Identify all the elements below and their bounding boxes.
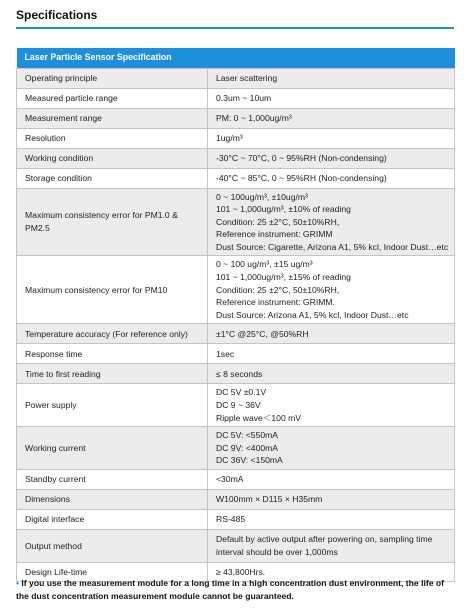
spec-value	[208, 68, 455, 88]
usage-note	[16, 577, 456, 603]
spec-label: Temperature accuracy (For reference only)	[17, 324, 208, 344]
spec-value-line: Condition: 25 ±2°C, 50±10%RH,	[216, 284, 340, 295]
spec-value-line: DC 5V: <550mA	[216, 430, 279, 441]
spec-value-line: Condition: 25 ±2°C, 50±10%RH,	[216, 216, 340, 227]
spec-row	[17, 384, 455, 427]
spec-value-line: Default by active output after powering on, sampling time	[216, 534, 433, 545]
spec-value	[208, 490, 455, 510]
spec-value-line: Reference instrument: GRIMM	[216, 229, 333, 240]
spec-label: Resolution	[17, 128, 208, 148]
spec-value-line: Reference instrument: GRIMM.	[216, 297, 335, 308]
spec-label: Measurement range	[17, 108, 208, 128]
spec-value-line: 0 ~ 100 ug/m³, ±15 ug/m³	[216, 259, 313, 270]
spec-row	[17, 256, 455, 324]
spec-value	[208, 427, 455, 470]
spec-table-body	[17, 68, 455, 582]
spec-value	[208, 384, 455, 427]
spec-row	[17, 530, 455, 563]
spec-value-line: DC 9V: <400mA	[216, 442, 279, 453]
spec-value	[208, 324, 455, 344]
spec-row	[17, 88, 455, 108]
spec-value-line: <30mA	[216, 474, 244, 485]
spec-value-line: DC 9 ~ 36V	[216, 400, 261, 411]
title-divider	[16, 27, 454, 29]
spec-value	[208, 188, 455, 256]
spec-value-line: interval should be over 1,000ms	[216, 547, 338, 557]
spec-value-line: 0.3um ~ 10um	[216, 92, 272, 103]
spec-label: Dimensions	[17, 490, 208, 510]
spec-table-header: Laser Particle Sensor Specification	[17, 48, 455, 68]
spec-value-line: Dust Source: Cigarette, Arizona A1, 5% kcl, Indoor Dust…etc	[216, 241, 449, 252]
spec-value-line: DC 5V ±0.1V	[216, 387, 267, 398]
spec-row	[17, 470, 455, 490]
spec-value-line: 101 ~ 1,000ug/m³, ±10% of reading	[216, 204, 351, 215]
spec-label: Standby current	[17, 470, 208, 490]
spec-value-line: ±1°C @25°C, @50%RH	[216, 328, 309, 339]
spec-label: Working current	[17, 427, 208, 470]
spec-label: Maximum consistency error for PM1.0 & PM2.5	[17, 188, 208, 256]
spec-value	[208, 168, 455, 188]
spec-value-line: 1sec	[216, 348, 235, 359]
spec-row	[17, 168, 455, 188]
spec-row	[17, 128, 455, 148]
spec-value	[208, 510, 455, 530]
note-text: If you use the measurement module for a long time in a high concentration dust environment, the life of the dust concentration measurement module cannot be guaranteed.	[16, 578, 444, 601]
spec-value-line: 101 ~ 1,000ug/m³, ±15% of reading	[216, 272, 351, 283]
spec-row	[17, 344, 455, 364]
spec-row	[17, 510, 455, 530]
spec-value-line: 1ug/m³	[216, 132, 243, 143]
spec-label: Power supply	[17, 384, 208, 427]
spec-value-line: -40°C ~ 85°C, 0 ~ 95%RH (Non-condensing)	[216, 172, 387, 183]
spec-value-line: DC 36V: <150mA	[216, 455, 283, 466]
spec-row	[17, 427, 455, 470]
spec-label: Operating principle	[17, 68, 208, 88]
spec-value	[208, 128, 455, 148]
spec-value	[208, 256, 455, 324]
spec-row	[17, 364, 455, 384]
spec-label: Time to first reading	[17, 364, 208, 384]
spec-value	[208, 88, 455, 108]
spec-value	[208, 470, 455, 490]
spec-value-line: Ripple wave＜100 mV	[216, 412, 302, 423]
spec-label: Output method	[17, 530, 208, 563]
spec-value-line: PM: 0 ~ 1,000ug/m³	[216, 112, 292, 123]
spec-label: Measured particle range	[17, 88, 208, 108]
spec-value-line: Dust Source: Arizona A1, 5% kcl, Indoor Dust…etc	[216, 309, 409, 320]
spec-value-line: RS-485	[216, 514, 246, 525]
note-bullet: •	[16, 578, 20, 588]
spec-label: Response time	[17, 344, 208, 364]
spec-value-line: ≥ 43,800Hrs.	[216, 566, 266, 577]
spec-value-line: -30°C ~ 70°C, 0 ~ 95%RH (Non-condensing)	[216, 152, 387, 163]
spec-label: Working condition	[17, 148, 208, 168]
spec-row	[17, 68, 455, 88]
spec-row	[17, 188, 455, 256]
spec-value-line: W100mm × D115 × H35mm	[216, 494, 323, 505]
spec-value	[208, 344, 455, 364]
spec-row	[17, 490, 455, 510]
spec-value	[208, 108, 455, 128]
spec-value	[208, 364, 455, 384]
spec-label: Digital interface	[17, 510, 208, 530]
spec-value-line: ≤ 8 seconds	[216, 368, 263, 379]
spec-row	[17, 108, 455, 128]
spec-value-line: Laser scattering	[216, 72, 278, 83]
spec-label: Maximum consistency error for PM10	[17, 256, 208, 324]
page-title: Specifications	[16, 8, 98, 22]
spec-row	[17, 324, 455, 344]
spec-row	[17, 148, 455, 168]
spec-value-line: 0 ~ 100ug/m³, ±10ug/m³	[216, 191, 308, 202]
spec-label: Storage condition	[17, 168, 208, 188]
spec-value	[208, 148, 455, 168]
spec-value	[208, 530, 455, 563]
spec-table	[16, 48, 455, 582]
spec-label: Design Life-time	[17, 563, 208, 582]
